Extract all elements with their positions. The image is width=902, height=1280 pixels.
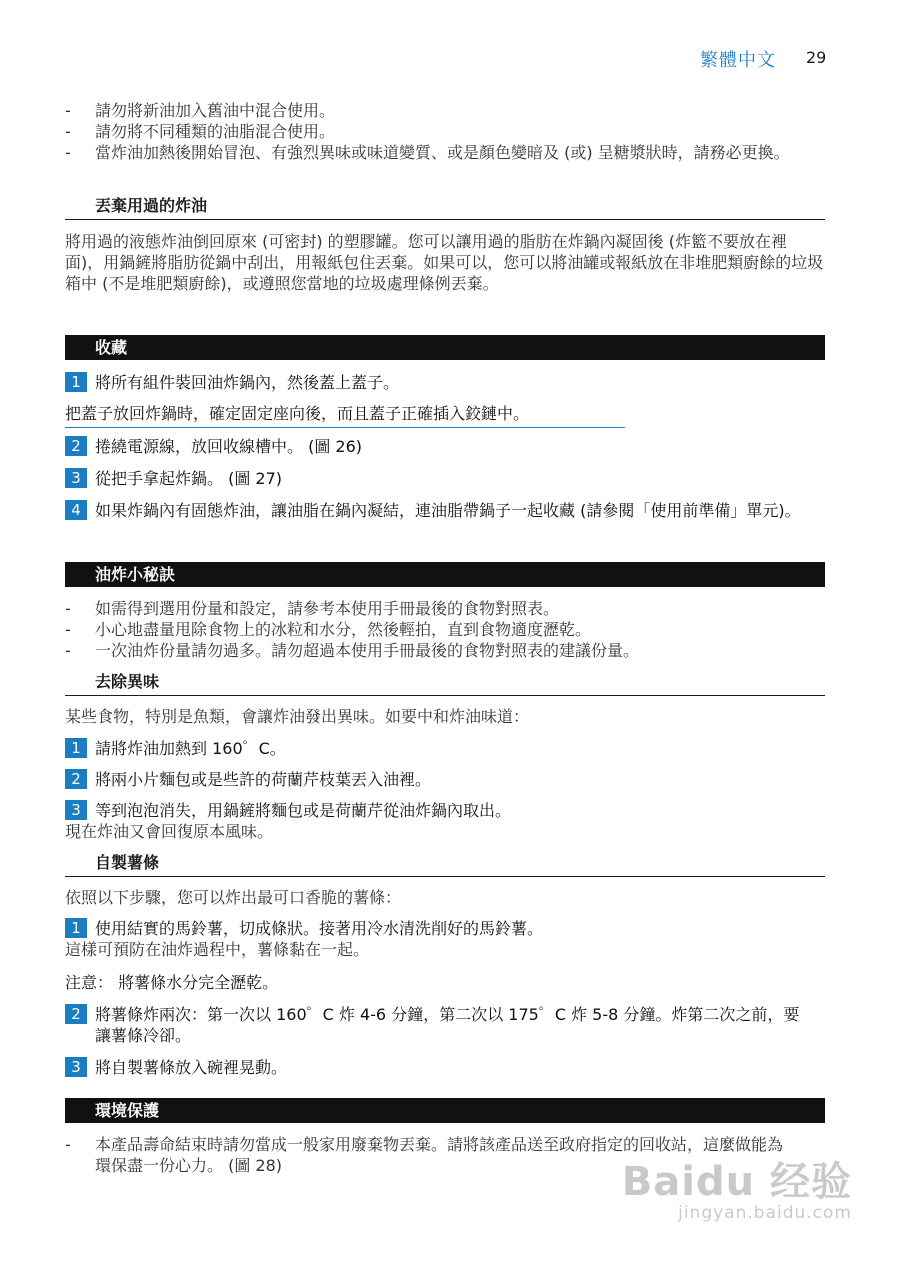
watermark — [622, 1150, 852, 1223]
section-bar-environment: 環境保護 — [65, 1098, 825, 1123]
step-number: 4 — [65, 500, 87, 520]
subsection-title-fries: 自製薯條 — [65, 853, 825, 877]
step-number: 3 — [65, 1057, 87, 1077]
step-item: 2 將兩小片麵包或是些許的荷蘭芹枝葉丟入油裡。 — [65, 769, 825, 790]
odor-after: 現在炸油又會回復原本風味。 — [65, 822, 274, 841]
step-number: 3 — [65, 800, 87, 820]
step-item: 1 使用結實的馬鈴薯，切成條狀。接著用冷水清洗削好的馬鈴薯。 — [65, 918, 825, 939]
step-item: 3 從把手拿起炸鍋。 (圖 27) — [65, 468, 825, 489]
watermark-brand: Baidu 经验 — [621, 1159, 852, 1205]
list-item: - 本產品壽命結束時請勿當成一般家用廢棄物丟棄。請將該產品送至政府指定的回收站，這麼做能為環保盡一份心力。 (圖 28) — [65, 1135, 784, 1175]
step-item: 2 將薯條炸兩次：第一次以 160゜C 炸 4-6 分鐘，第二次以 175゜C 炸 5-8 分鐘。炸第二次之前，要讓薯條冷卻。 — [65, 1004, 815, 1046]
watermark-url: jingyan.baidu.com — [678, 1203, 852, 1223]
dispose-paragraph: 將用過的液態炸油倒回原來 (可密封) 的塑膠罐。您可以讓用過的脂肪在炸鍋內凝固後 (炸籃不要放在裡面)，用鍋鏟將脂肪從鍋中刮出，用報紙包住丟棄。如果可以，您可以將油罐或報紙放在非堆肥類廚餘的垃圾箱中 (不是堆肥類廚餘)，或遵照您當地的垃圾處理條例丟棄。 — [65, 232, 824, 293]
fries-note: 注意： 將薯條水分完全瀝乾。 — [65, 973, 279, 992]
list-item: - 請勿將新油加入舊油中混合使用。 — [65, 101, 336, 120]
step-item: 1 請將炸油加熱到 160゜C。 — [65, 738, 825, 759]
step-item: 2 捲繞電源線，放回收線槽中。 (圖 26) — [65, 436, 825, 457]
header-language: 繁體中文 — [700, 50, 776, 71]
section-bar-tips: 油炸小秘訣 — [65, 562, 825, 587]
step-number: 1 — [65, 738, 87, 758]
step-item: 3 將自製薯條放入碗裡晃動。 — [65, 1057, 825, 1078]
list-item: - 請勿將不同種類的油脂混合使用。 — [65, 122, 336, 141]
list-item: - 如需得到選用份量和設定，請參考本使用手冊最後的食物對照表。 — [65, 599, 560, 618]
step-item: 3 等到泡泡消失，用鍋鏟將麵包或是荷蘭芹從油炸鍋內取出。 — [65, 800, 825, 821]
list-item: - 當炸油加熱後開始冒泡、有強烈異味或味道變質、或是顏色變暗及 (或) 呈糖漿狀時，請務必更換。 — [65, 143, 790, 162]
step-number: 2 — [65, 769, 87, 789]
step-number: 2 — [65, 1004, 87, 1024]
subsection-title-dispose: 丟棄用過的炸油 — [65, 196, 825, 220]
section-bar-storage: 收藏 — [65, 335, 825, 360]
step-number: 1 — [65, 918, 87, 938]
step-number: 2 — [65, 436, 87, 456]
storage-note: 把蓋子放回炸鍋時，確定固定座向後，而且蓋子正確插入鉸鏈中。 — [65, 403, 625, 428]
odor-intro: 某些食物，特別是魚類，會讓炸油發出異味。如要中和炸油味道： — [65, 707, 530, 726]
fries-step1-after: 這樣可預防在油炸過程中，薯條黏在一起。 — [65, 940, 370, 959]
page-number: 29 — [806, 48, 827, 67]
step-number: 1 — [65, 372, 87, 392]
subsection-title-odor: 去除異味 — [65, 672, 825, 696]
step-item: 1 將所有組件裝回油炸鍋內，然後蓋上蓋子。 — [65, 372, 825, 393]
step-item: 4 如果炸鍋內有固態炸油，讓油脂在鍋內凝結，連油脂帶鍋子一起收藏 (請參閱「使用前準備」單元)。 — [65, 500, 825, 521]
list-item: - 一次油炸份量請勿過多。請勿超過本使用手冊最後的食物對照表的建議份量。 — [65, 641, 640, 660]
fries-intro: 依照以下步驟，您可以炸出最可口香脆的薯條： — [65, 888, 402, 907]
list-item: - 小心地盡量甩除食物上的冰粒和水分，然後輕拍，直到食物適度瀝乾。 — [65, 620, 592, 639]
step-number: 3 — [65, 468, 87, 488]
